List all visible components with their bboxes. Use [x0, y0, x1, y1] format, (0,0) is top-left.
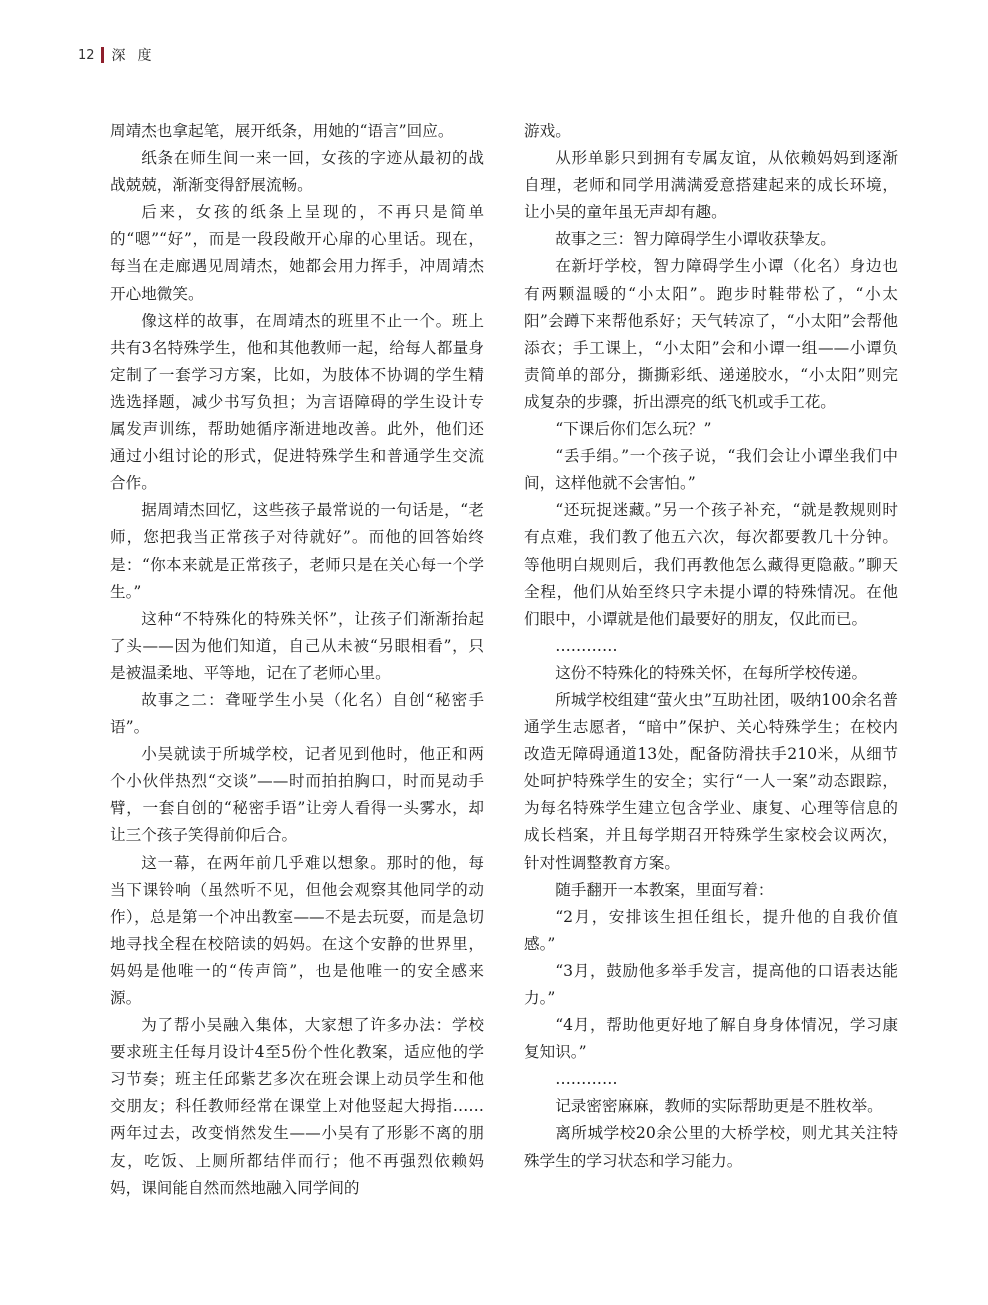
paragraph: 游戏。: [524, 122, 571, 140]
paragraph: “下课后你们怎么玩？”: [555, 420, 712, 439]
left-column: [110, 118, 484, 1202]
page-header: [78, 45, 164, 65]
paragraph: 记录密密麻麻，教师的实际帮助更是不胜枚举。: [555, 1097, 883, 1116]
section-title: 深度: [111, 48, 164, 64]
paragraph: …………: [555, 636, 618, 655]
paragraph: 故事之二：聋哑学生小吴（化名）自创“秘密手语”。: [110, 690, 484, 737]
paragraph: 从形单影只到拥有专属友谊，从依赖妈妈到逐渐自理，老师和同学用满满爱意搭建起来的成长环境，让小吴的童年虽无声却有趣。: [524, 149, 898, 222]
paragraph: 所城学校组建“萤火虫”互助社团，吸纳100余名普通学生志愿者，“暗中”保护、关心特殊学生；在校内改造无障碍通道13处，配备防滑扶手210米，从细节处呵护特殊学生的安全；实行“一人一案”动态跟踪，为每名特殊学生建立包含学业、康复、心理等信息的成长档案，并且每学期召开特殊学生家校会议两次，针对性调整教育方案。: [524, 690, 898, 872]
paragraph: 离所城学校20余公里的大桥学校，则尤其关注特殊学生的学习状态和学习能力。: [524, 1124, 898, 1170]
paragraph: 后来，女孩的纸条上呈现的，不再只是简单的“嗯”“好”，而是一段段敞开心扉的心里话。现在，每当在走廊遇见周靖杰，她都会用力挥手，冲周靖杰开心地微笑。: [110, 203, 484, 303]
paragraph: …………: [555, 1070, 618, 1089]
paragraph: “3月，鼓励他多举手发言，提高他的口语表达能力。”: [524, 961, 898, 1007]
paragraph: 像这样的故事，在周靖杰的班里不止一个。班上共有3名特殊学生，他和其他教师一起，给每人都量身定制了一套学习方案，比如，为肢体不协调的学生精选选择题，减少书写负担；为言语障碍的学生设计专属发声训练，帮助她循序渐进地改善。此外，他们还通过小组讨论的形式，促进特殊学生和普通学生交流合作。: [110, 311, 484, 493]
paragraph: 周靖杰也拿起笔，展开纸条，用她的“语言”回应。: [110, 122, 454, 140]
paragraph: 小吴就读于所城学校，记者见到他时，他正和两个小伙伴热烈“交谈”——时而拍拍胸口，时而晃动手臂，一套自创的“秘密手语”让旁人看得一头雾水，却让三个孩子笑得前仰后合。: [110, 745, 484, 845]
paragraph: 据周靖杰回忆，这些孩子最常说的一句话是，“老师，您把我当正常孩子对待就好”。而他的回答始终是：“你本来就是正常孩子，老师只是在关心每一个学生。”: [110, 501, 484, 601]
paragraph: “还玩捉迷藏。”另一个孩子补充，“就是教规则时有点难，我们教了他五六次，每次都要教几十分钟。等他明白规则后，我们再教他怎么藏得更隐蔽。”聊天全程，他们从始至终只字未提小谭的特殊情况。在他们眼中，小谭就是他们最要好的朋友，仅此而已。: [524, 501, 898, 628]
paragraph: 纸条在师生间一来一回，女孩的字迹从最初的战战兢兢，渐渐变得舒展流畅。: [110, 149, 484, 195]
paragraph: 为了帮小吴融入集体，大家想了许多办法：学校要求班主任每月设计4至5份个性化教案，适应他的学习节奏；班主任邱紫艺多次在班会课上动员学生和他交朋友；科任教师经常在课堂上对他竖起大拇指……两年过去，改变悄然发生——小吴有了形影不离的朋友，吃饭、上厕所都结伴而行；他不再强烈依赖妈妈，课间能自然而然地融入同学间的: [110, 1016, 484, 1197]
paragraph: 这份不特殊化的特殊关怀，在每所学校传递。: [555, 663, 868, 682]
right-column: [524, 118, 898, 1175]
paragraph: 在新圩学校，智力障碍学生小谭（化名）身边也有两颗温暖的“小太阳”。跑步时鞋带松了，“小太阳”会蹲下来帮他系好；天气转凉了，“小太阳”会帮他添衣；手工课上，“小太阳”会和小谭一组——小谭负责简单的部分，撕撕彩纸、递递胶水，“小太阳”则完成复杂的步骤，折出漂亮的纸飞机或手工花。: [524, 257, 898, 411]
paragraph: 故事之三：智力障碍学生小谭收获挚友。: [555, 230, 836, 249]
header-accent-bar: [101, 47, 104, 63]
paragraph: 这种“不特殊化的特殊关怀”，让孩子们渐渐抬起了头——因为他们知道，自己从未被“另眼相看”，只是被温柔地、平等地，记在了老师心里。: [110, 609, 484, 682]
paragraph: “丢手绢。”一个孩子说，“我们会让小谭坐我们中间，这样他就不会害怕。”: [524, 447, 898, 493]
paragraph: “2月，安排该生担任组长，提升他的自我价值感。”: [524, 907, 898, 953]
paragraph: 随手翻开一本教案，里面写着：: [555, 880, 774, 899]
paragraph: 这一幕，在两年前几乎难以想象。那时的他，每当下课铃响（虽然听不见，但他会观察其他同学的动作），总是第一个冲出教室——不是去玩耍，而是急切地寻找全程在校陪读的妈妈。在这个安静的世界里，妈妈是他唯一的“传声筒”，也是他唯一的安全感来源。: [110, 853, 484, 1007]
paragraph: “4月，帮助他更好地了解自身身体情况，学习康复知识。”: [524, 1016, 898, 1062]
page-number: 12: [78, 47, 95, 63]
